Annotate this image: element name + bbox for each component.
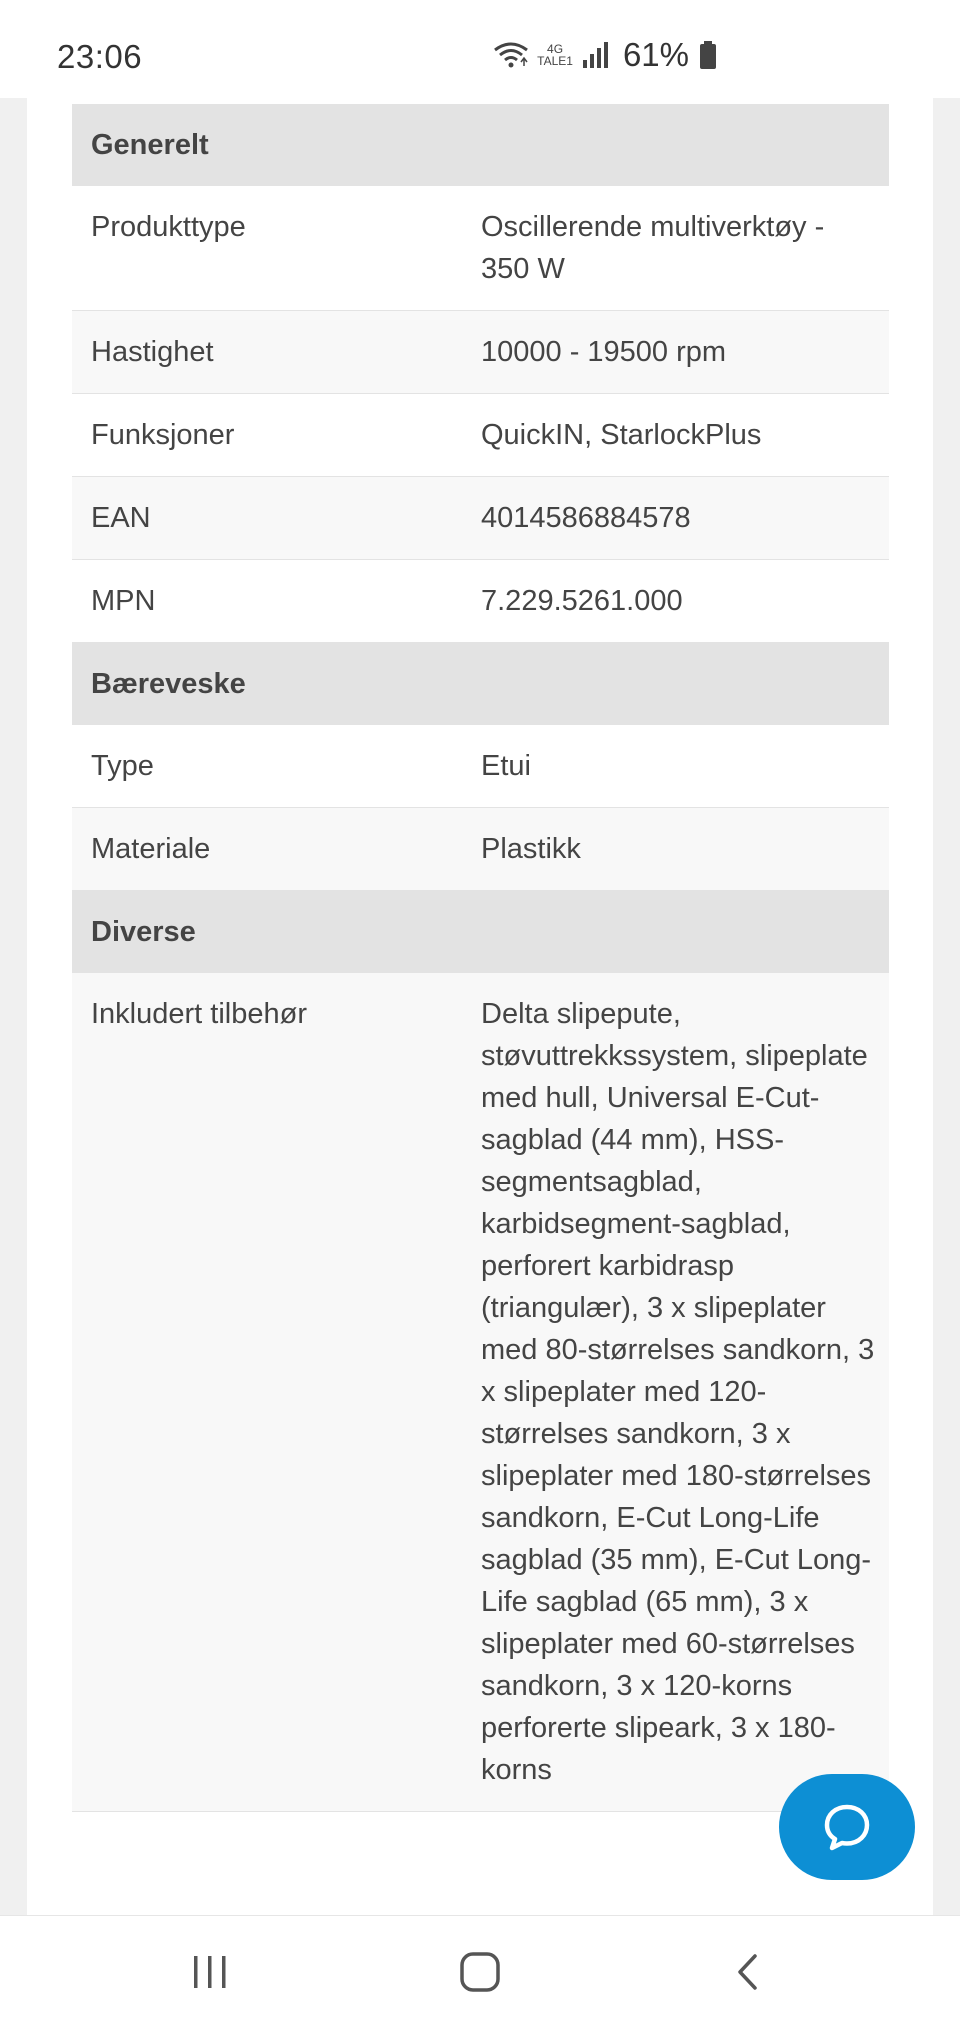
wifi-icon [491, 40, 531, 70]
navigation-bar [0, 1915, 960, 2028]
status-bar [0, 0, 960, 98]
spec-value: Delta slipepute, støvuttrekkssystem, slipeplate med hull, Universal E-Cut-sagblad (44 mm), HSS-segmentsagblad, karbidsegment-sagblad, perforert karbidrasp (triangulær), 3 x slipeplater med 80-størrelses sandkorn, 3 x slipeplater med 120-størrelses sandkorn, 3 x slipeplater med 180-størrelses sandkorn, E-Cut Long-Life sagblad (35 mm), E-Cut Long-Life sagblad (65 mm), 3 x slipeplater med 60-størrelses sandkorn, 3 x 120-korns perforerte slipeark, 3 x 180-korns [481, 998, 875, 1786]
spec-label: Hastighet [91, 336, 214, 368]
spec-value: QuickIN, StarlockPlus [481, 419, 762, 451]
section-header-baereveske: Bæreveske [72, 643, 889, 725]
table-row [72, 477, 889, 560]
section-header-generelt: Generelt [72, 104, 889, 186]
battery-percent: 61% [622, 36, 689, 73]
recent-apps-icon [190, 1954, 230, 1990]
status-time: 23:06 [57, 38, 143, 75]
chat-bubble-icon [821, 1801, 873, 1853]
carrier-label: TALE1 [537, 54, 573, 68]
spec-label: Inkludert tilbehør [91, 998, 307, 1030]
spec-value: 7.229.5261.000 [481, 585, 683, 617]
back-icon [733, 1952, 763, 1992]
back-button[interactable] [718, 1946, 778, 1998]
spec-table [72, 104, 889, 1812]
table-row [72, 725, 889, 808]
spec-value: Etui [481, 750, 531, 782]
battery-icon [699, 40, 717, 70]
spec-label: Type [91, 750, 154, 782]
spec-label: Materiale [91, 833, 211, 865]
spec-value: 10000 - 19500 rpm [481, 336, 727, 368]
network-label [537, 43, 573, 67]
table-row [72, 973, 889, 1812]
table-row [72, 186, 889, 311]
table-row [72, 808, 889, 891]
spec-label: EAN [91, 502, 151, 534]
spec-value: 4014586884578 [481, 502, 691, 534]
table-row [72, 560, 889, 643]
home-icon [459, 1951, 501, 1993]
spec-label: Funksjoner [91, 419, 235, 451]
page-content[interactable] [0, 98, 960, 1915]
spec-label: MPN [91, 585, 156, 617]
table-row [72, 311, 889, 394]
spec-value: Oscillerende multiverktøy - 350 W [481, 211, 825, 285]
section-header-diverse: Diverse [72, 891, 889, 973]
network-type: 4G [547, 42, 564, 56]
signal-icon [581, 40, 611, 70]
status-icons [491, 36, 717, 74]
table-row [72, 394, 889, 477]
home-button[interactable] [450, 1946, 510, 1998]
chat-button[interactable] [779, 1774, 915, 1880]
spec-value: Plastikk [481, 833, 581, 865]
spec-label: Produkttype [91, 211, 246, 243]
recent-apps-button[interactable] [180, 1946, 240, 1998]
